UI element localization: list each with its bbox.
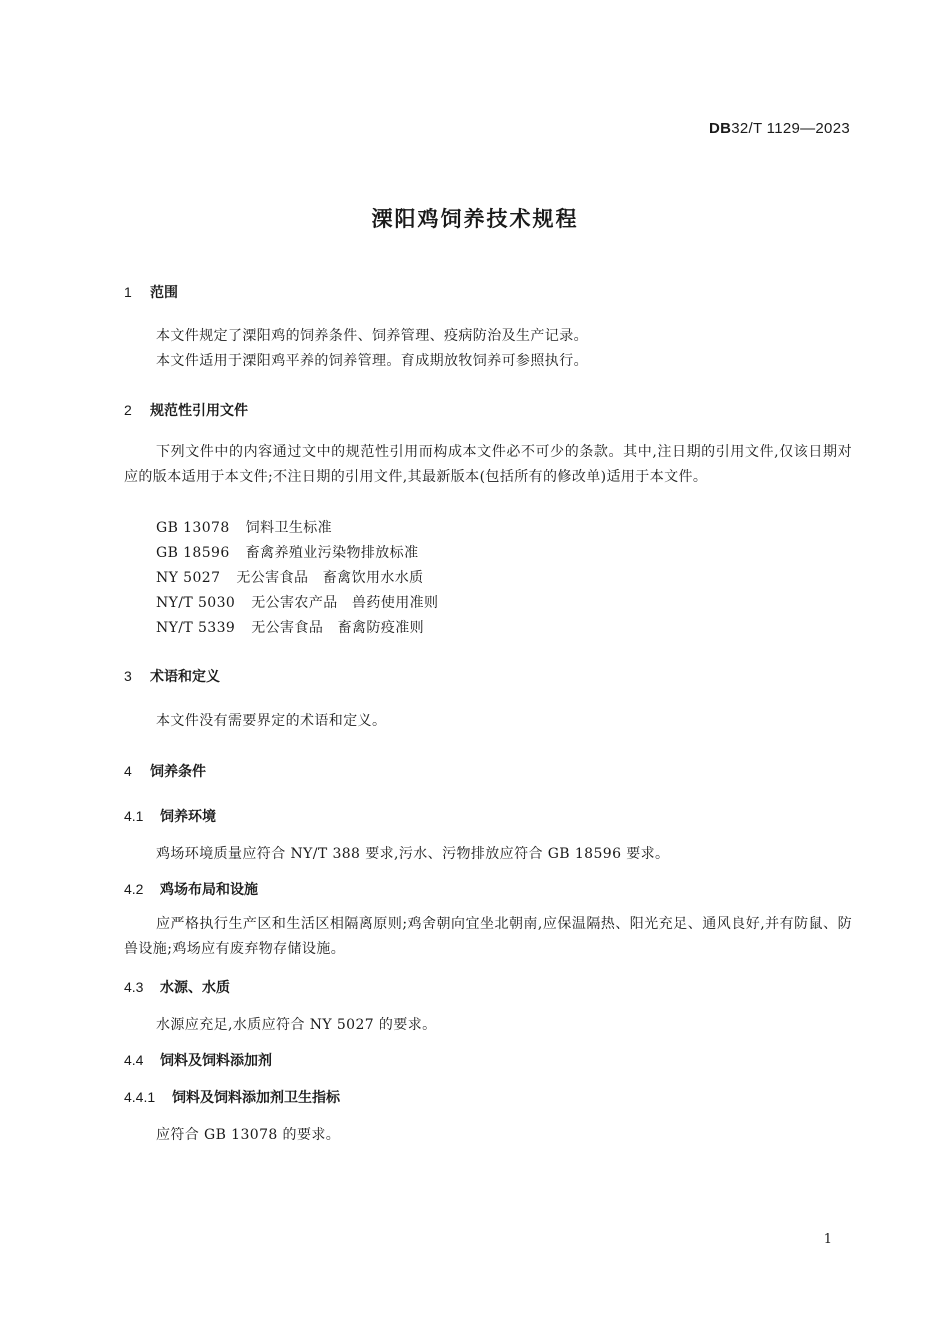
reference-item <box>156 542 418 562</box>
section-title: 饲养环境 <box>160 809 216 825</box>
section-4-2-para: 应严格执行生产区和生活区相隔离原则;鸡舍朝向宜坐北朝南,应保温隔热、阳光充足、通风良好,并有防鼠、防兽设施;鸡场应有废弃物存储设施。 <box>124 916 852 957</box>
reference-code: GB 18596 <box>156 545 230 561</box>
standard-prefix: DB <box>708 120 732 137</box>
section-number: 4.2 <box>124 881 144 897</box>
section-title: 饲料及饲料添加剂 <box>160 1053 272 1069</box>
standard-code <box>709 120 850 137</box>
reference-code: NY/T 5030 <box>156 595 236 611</box>
section-title: 水源、水质 <box>160 980 230 996</box>
section-number: 4 <box>124 763 132 779</box>
reference-item <box>156 517 332 537</box>
section-number: 4.1 <box>124 808 144 824</box>
reference-name: 畜禽养殖业污染物排放标准 <box>245 545 419 561</box>
section-4-1-heading <box>124 806 216 826</box>
reference-code: NY/T 5339 <box>156 620 236 636</box>
section-title: 范围 <box>150 285 178 301</box>
section-number: 3 <box>124 668 132 684</box>
section-2-intro: 下列文件中的内容通过文中的规范性引用而构成本文件必不可少的条款。其中,注日期的引用文件,仅该日期对应的版本适用于本文件;不注日期的引用文件,其最新版本(包括所有的修改单)适用于本文件。 <box>124 444 852 485</box>
section-4-3-para: 水源应充足,水质应符合 NY 5027 的要求。 <box>156 1017 437 1033</box>
reference-code: NY 5027 <box>156 570 221 586</box>
section-1-heading <box>124 282 178 302</box>
section-3-para: 本文件没有需要界定的术语和定义。 <box>156 713 387 729</box>
section-3-heading <box>124 666 220 686</box>
section-4-3-heading <box>124 977 230 997</box>
section-4-4-heading <box>124 1050 272 1070</box>
document-title: 溧阳鸡饲养技术规程 <box>371 207 579 231</box>
section-number: 4.3 <box>124 979 144 995</box>
reference-name: 无公害食品 畜禽防疫准则 <box>251 620 425 636</box>
reference-item <box>156 567 424 587</box>
reference-item <box>156 617 424 637</box>
reference-name: 饲料卫生标准 <box>245 520 333 536</box>
section-4-4-1-para: 应符合 GB 13078 的要求。 <box>156 1127 341 1143</box>
section-4-1-para: 鸡场环境质量应符合 NY/T 388 要求,污水、污物排放应符合 GB 18596 要求。 <box>156 846 670 862</box>
section-4-4-1-heading <box>124 1087 340 1107</box>
section-1-para-2: 本文件适用于溧阳鸡平养的饲养管理。育成期放牧饲养可参照执行。 <box>156 353 588 369</box>
section-1-para-1: 本文件规定了溧阳鸡的饲养条件、饲养管理、疫病防治及生产记录。 <box>156 328 588 344</box>
section-title: 术语和定义 <box>150 669 220 685</box>
standard-number: 32/T 1129—2023 <box>731 120 850 137</box>
section-title: 规范性引用文件 <box>150 403 248 419</box>
section-2-heading <box>124 400 248 420</box>
section-number: 4.4 <box>124 1052 144 1068</box>
section-title: 鸡场布局和设施 <box>160 882 258 898</box>
section-4-heading <box>124 761 206 781</box>
reference-item <box>156 592 438 612</box>
reference-code: GB 13078 <box>156 520 230 536</box>
page-number: 1 <box>823 1232 832 1247</box>
section-number: 2 <box>124 402 132 418</box>
reference-name: 无公害农产品 兽药使用准则 <box>251 595 439 611</box>
section-4-2-heading <box>124 879 258 899</box>
section-number: 4.4.1 <box>124 1089 156 1105</box>
reference-name: 无公害食品 畜禽饮用水水质 <box>236 570 424 586</box>
section-title: 饲养条件 <box>150 764 206 780</box>
section-title: 饲料及饲料添加剂卫生指标 <box>172 1090 340 1106</box>
section-number: 1 <box>124 284 132 300</box>
